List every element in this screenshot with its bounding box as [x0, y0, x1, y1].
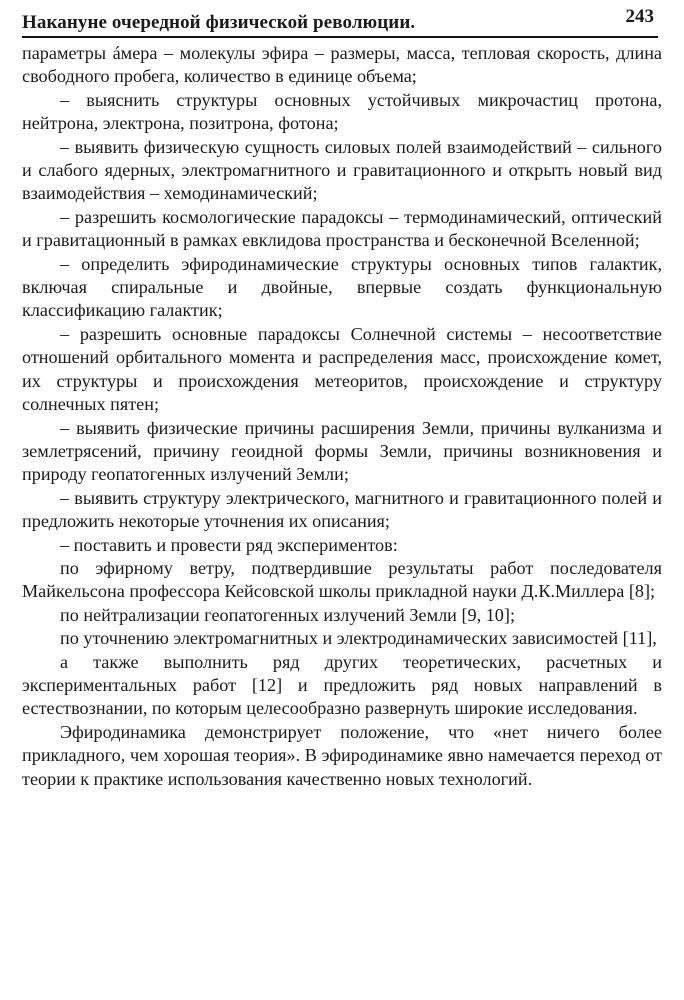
paragraph: – выявить структуру электрического, магнитного и гравитационного полей и предложить некоторые уточнения их описания; — [22, 487, 662, 532]
paragraph: Эфиродинамика демонстрирует положение, что «нет ничего более прикладного, чем хорошая теория». В эфиродинамике явно намечается переход от теории к практике использования качественно новых технологий. — [22, 721, 662, 789]
page-body — [22, 42, 662, 791]
paragraph: по эфирному ветру, подтвердившие результаты работ последователя Майкельсона профессора Кейсовской школы прикладной науки Д.К.Миллера [8]; — [22, 557, 662, 602]
paragraph: – выявить физические причины расширения Земли, причины вулканизма и землетрясений, причину геоидной формы Земли, причины возникновения и природу геопатогенных излучений Земли; — [22, 417, 662, 485]
paragraph: – разрешить основные парадоксы Солнечной системы – несоответствие отношений орбитального момента и распределения масс, происхождение комет, их структуры и происхождения метеоритов, происхождение и структуру солнечных пятен; — [22, 323, 662, 415]
paragraph: – выяснить структуры основных устойчивых микрочастиц протона, нейтрона, электрона, позитрона, фотона; — [22, 89, 662, 134]
page-header — [22, 6, 658, 38]
paragraph: – поставить и провести ряд экспериментов: — [60, 534, 398, 555]
paragraph: параметры áмера – молекулы эфира – размеры, масса, тепловая скорость, длина свободного пробега, количество в единице объема; — [22, 43, 662, 87]
paragraph: – выявить физическую сущность силовых полей взаимодействий – сильного и слабого ядерных, электромагнитного и гравитационного и открыть новый вид взаимодействия – хемодинамический; — [22, 136, 662, 204]
paragraph: по нейтрализации геопатогенных излучений Земли [9, 10]; — [60, 604, 516, 625]
paragraph: а также выполнить ряд других теоретических, расчетных и экспериментальных работ [12] и предложить ряд новых направлений в естествознании, по которым целесообразно развернуть широкие исследования. — [22, 651, 662, 719]
paragraph: – определить эфиродинамические структуры основных типов галактик, включая спиральные и двойные, впервые создать функциональную классификацию галактик; — [22, 253, 662, 321]
paragraph: по уточнению электромагнитных и электродинамических зависимостей [11], — [60, 628, 657, 649]
running-title: Накануне очередной физической революции. — [22, 12, 416, 33]
paragraph: – разрешить космологические парадоксы – термодинамический, оптический и гравитационный в рамках евклидова пространства и бесконечной Вселенной; — [22, 206, 662, 251]
page-number: 243 — [625, 6, 654, 27]
